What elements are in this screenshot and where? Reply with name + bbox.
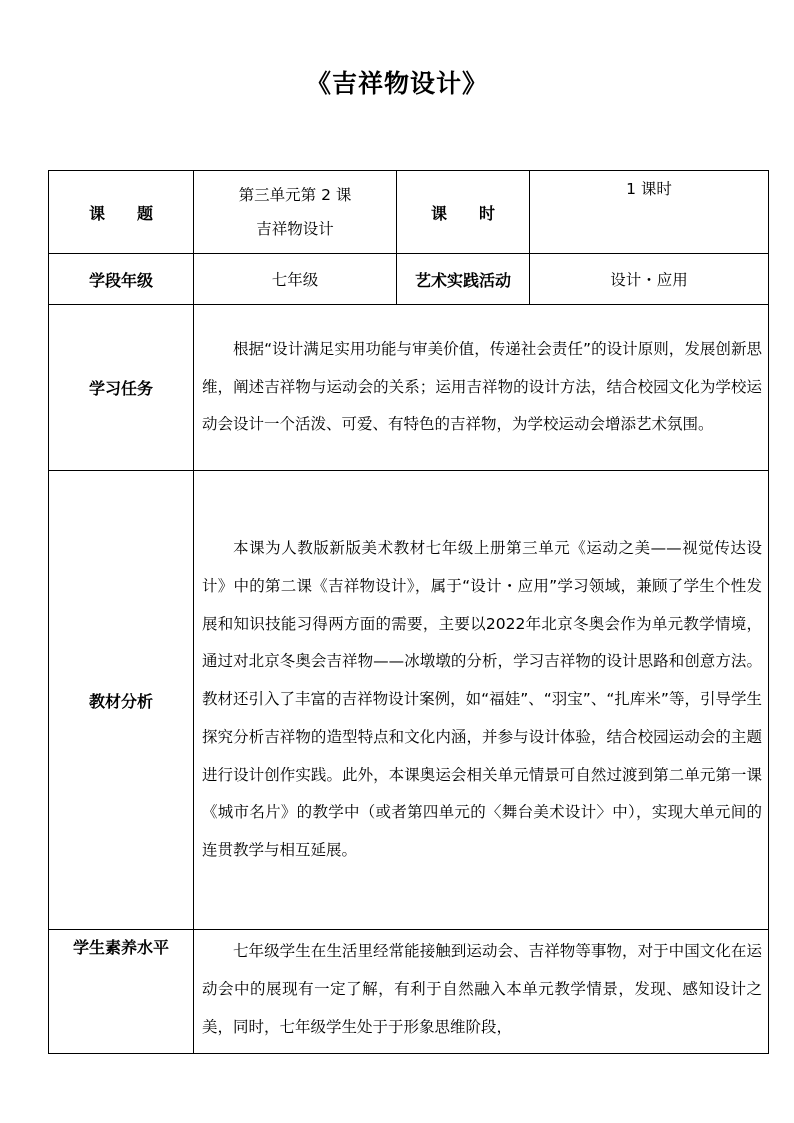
activity-label: 艺术实践活动 [397, 254, 530, 305]
analysis-text: 本课为人教版新版美术教材七年级上册第三单元《运动之美——视觉传达设计》中的第二课《吉祥物设计》，属于“设计・应用”学习领域，兼顾了学生个性发展和知识技能习得两方面的需要，主要以2022年北京冬奥会作为单元教学情境，通过对北京冬奥会吉祥物——冰墩墩的分析，学习吉祥物的设计思路和创意方法。教材还引入了丰富的吉祥物设计案例，如“福娃”、“羽宝”、“扎库米”等，引导学生探究分析吉祥物的造型特点和文化内涵，并参与设计体验，结合校园运动会的主题进行设计创作实践。此外，本课奥运会相关单元情景可自然过渡到第二单元第一课《城市名片》的教学中（或者第四单元的〈舞台美术设计〉中），实现大单元间的连贯教学与相互延展。 [194, 471, 769, 930]
topic-lesson-name: 吉祥物设计 [256, 220, 334, 238]
task-text: 根据“设计满足实用功能与审美价值，传递社会责任”的设计原则，发展创新思维，阐述吉祥物与运动会的关系；运用吉祥物的设计方法，结合校园文化为学校运动会设计一个活泼、可爱、有特色的吉祥物，为学校运动会增添艺术氛围。 [194, 305, 769, 471]
lesson-plan-table [48, 170, 769, 1054]
task-label: 学习任务 [49, 305, 194, 471]
grade-value: 七年级 [194, 254, 397, 305]
document-title: 《吉祥物设计》 [305, 69, 488, 98]
row-grade [49, 254, 769, 305]
topic-value [194, 171, 397, 254]
analysis-label: 教材分析 [49, 471, 194, 930]
row-task [49, 305, 769, 471]
activity-value: 设计・应用 [530, 254, 769, 305]
row-literacy [49, 930, 769, 1054]
hours-value: 1 课时 [530, 171, 769, 254]
row-topic [49, 171, 769, 254]
row-analysis [49, 471, 769, 930]
topic-label: 课 题 [49, 171, 194, 254]
literacy-label: 学生素养水平 [49, 930, 194, 1054]
topic-unit-lesson: 第三单元第 2 课 [238, 186, 352, 204]
literacy-text: 七年级学生在生活里经常能接触到运动会、吉祥物等事物，对于中国文化在运动会中的展现有一定了解，有利于自然融入本单元教学情景，发现、感知设计之美，同时，七年级学生处于于形象思维阶段， [194, 930, 769, 1054]
hours-label: 课 时 [397, 171, 530, 254]
grade-label: 学段年级 [49, 254, 194, 305]
